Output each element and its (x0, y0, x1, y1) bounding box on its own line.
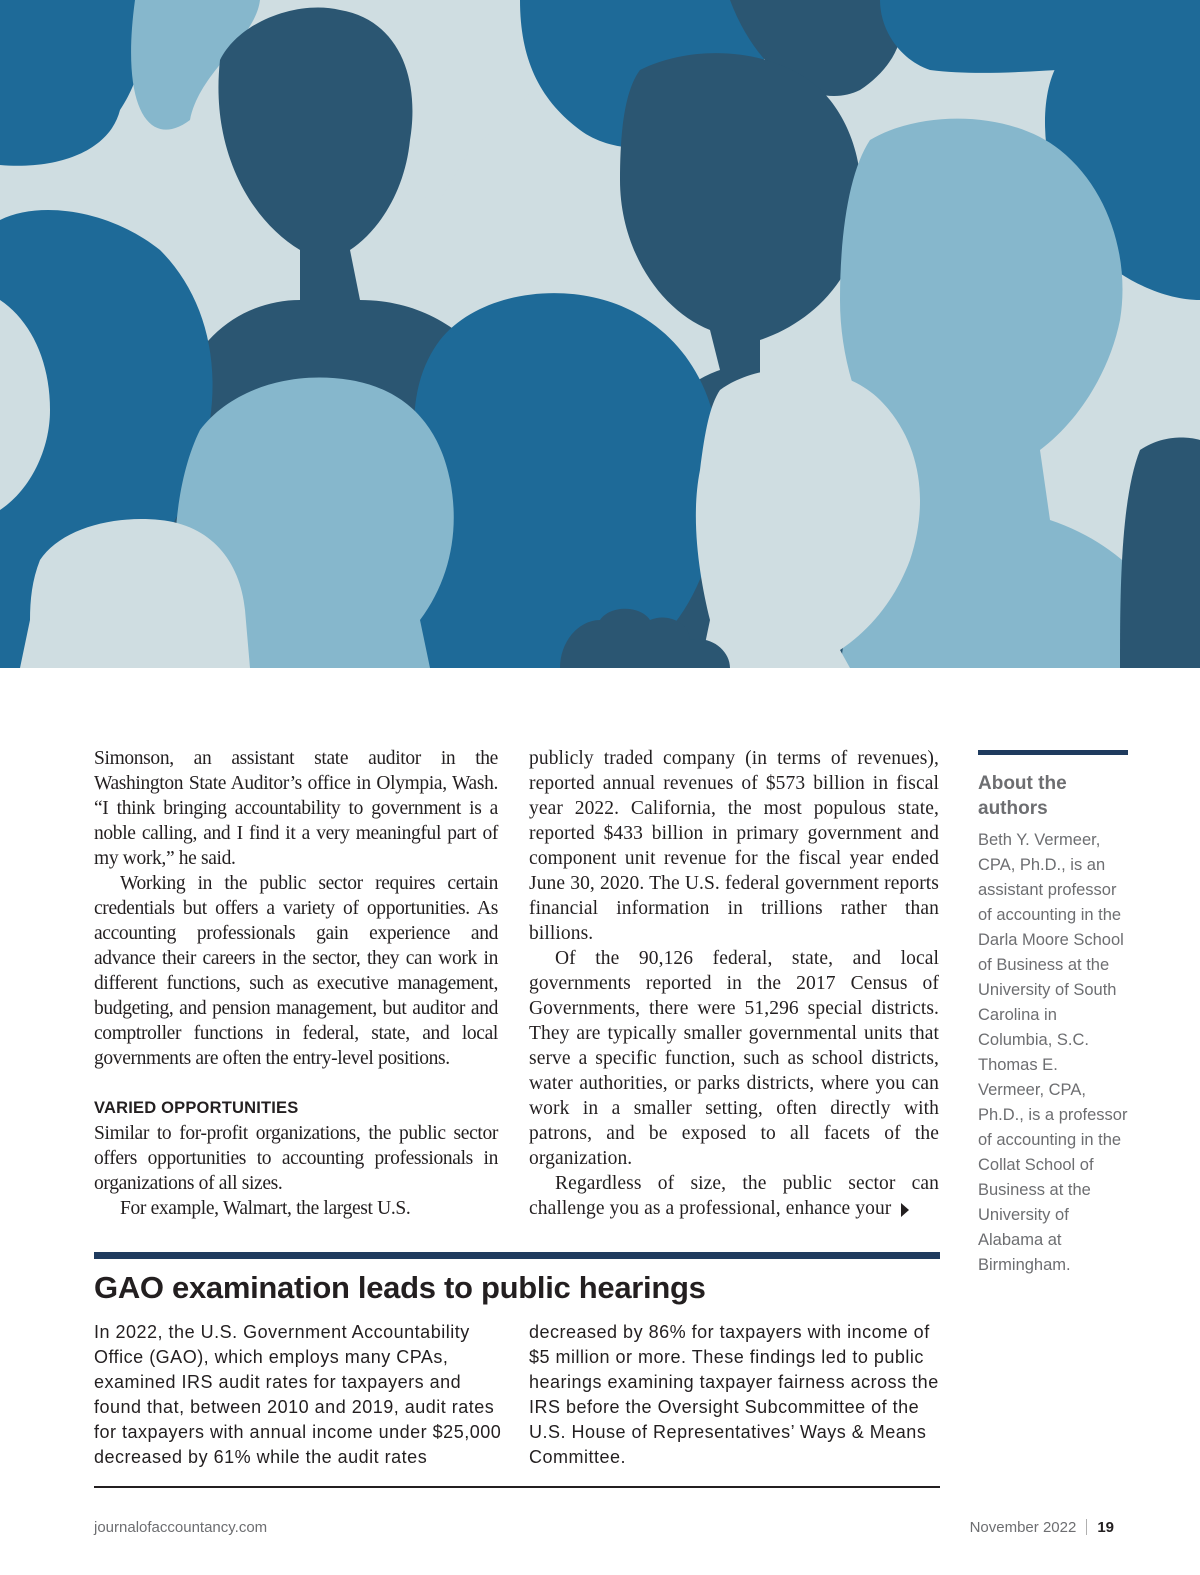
issue-date: November 2022 (969, 1519, 1077, 1536)
continue-arrow-icon (901, 1203, 909, 1217)
footer-issue (970, 1518, 1114, 1538)
author-bio: Beth Y. Vermeer, CPA, Ph.D., is an assistant professor of accounting in the Darla Moore School of Business at the University of South Carolina in Columbia, S.C. (978, 831, 1124, 1049)
box-top-rule (94, 1252, 940, 1259)
paragraph: Working in the public sector requires certain credentials but offers a variety of opportunities. As accounting professionals gain experience and advance their careers in the sector, they can work in different functions, such as executive management, budgeting, and pension management, but auditor and comptroller functions in federal, state, and local governments are often the entry-level positions. (94, 873, 498, 1069)
article-column-middle (529, 746, 939, 1221)
section-subhead: VARIED OPPORTUNITIES (94, 1099, 299, 1117)
box-paragraph: In 2022, the U.S. Government Accountability Office (GAO), which employs many CPAs, examined IRS audit rates for taxpayers and found that, between 2010 and 2019, audit rates for taxpayers with annual income under $25,000 decreased by 61% while the audit rates (94, 1322, 502, 1467)
footer-divider (1086, 1519, 1087, 1535)
box-bottom-rule (94, 1486, 940, 1488)
footer-website: journalofaccountancy.com (94, 1519, 268, 1536)
sidebar-title: About the authors (978, 773, 1067, 819)
page-number: 19 (1097, 1519, 1114, 1536)
box-column-left (94, 1320, 506, 1470)
box-title: GAO examination leads to public hearings (94, 1270, 706, 1305)
article-column-left (94, 746, 498, 1221)
paragraph: publicly traded company (in terms of revenues), reported annual revenues of $573 billion in fiscal year 2022. California, the most populous state, reported $433 billion in primary government and component unit revenue for the fiscal year ended June 30, 2020. The U.S. federal government reports financial information in trillions rather than billions. (529, 748, 939, 944)
paragraph: Similar to for-profit organizations, the public sector offers opportunities to accounting professionals in organizations of all sizes. (94, 1123, 498, 1194)
sidebar-rule (978, 750, 1128, 755)
crowd-silhouettes-image (0, 0, 1200, 668)
paragraph: Simonson, an assistant state auditor in the Washington State Auditor’s office in Olympia, Wash. “I think bringing accountability to government is a noble calling, and I find it a very meaningful part of my work,” he said. (94, 748, 498, 869)
paragraph: For example, Walmart, the largest U.S. (120, 1198, 411, 1219)
paragraph: Of the 90,126 federal, state, and local governments reported in the 2017 Census of Governments, there were 51,296 special districts. They are typically smaller governmental units that serve a specific function, such as school districts, water authorities, or parks districts, where you can work in a smaller setting, often directly with patrons, and be exposed to all facets of the organization. (529, 948, 939, 1169)
paragraph: Regardless of size, the public sector can challenge you as a professional, enhance your (529, 1173, 939, 1219)
box-column-right (529, 1320, 939, 1470)
hero-illustration (0, 0, 1200, 668)
about-authors-sidebar (978, 750, 1128, 1278)
author-bio: Thomas E. Vermeer, CPA, Ph.D., is a professor of accounting in the Collat School of Business at the University of Alabama at Birmingham. (978, 1056, 1128, 1274)
box-paragraph: decreased by 86% for taxpayers with income of $5 million or more. These findings led to public hearings examining taxpayer fairness across the IRS before the Oversight Subcommittee of the U.S. House of Representatives’ Ways & Means Committee. (529, 1322, 939, 1467)
